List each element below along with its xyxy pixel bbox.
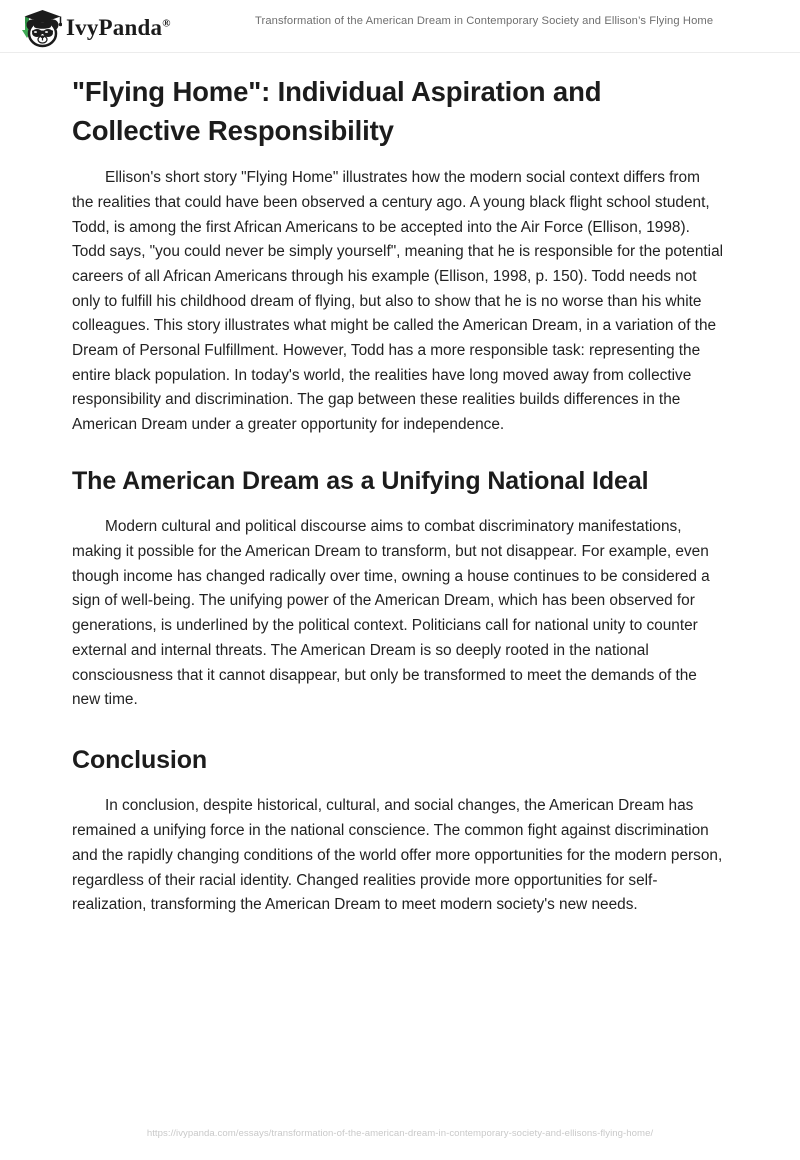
page-title: "Flying Home": Individual Aspiration and Collective Responsibility: [72, 76, 602, 147]
paragraph-intro: Ellison's short story "Flying Home" illustrates how the modern social context differs from the realities that could have been observed a century ago. A young black flight school student, Todd, is among the first African Americans to be accepted into the Air Force (Ellison, 1998). Todd says, "you could never be simply yourself", meaning that he is responsible for the potential careers of all African Americans through his example (Ellison, 1998, p. 150). Todd needs not only to fulfill his childhood dream of flying, but also to show that he is no worse than his white colleagues. This story illustrates what might be called the American Dream, in a variation of the Dream of Personal Fulfillment. However, Todd has a more responsible task: representing the entire black population. In today's world, the realities have long moved away from collective responsibility and discrimination. The gap between these realities builds differences in the American Dream under a greater opportunity for independence.: [72, 169, 724, 434]
section-heading-conclusion: Conclusion: [72, 745, 208, 774]
brand-wordmark: [66, 16, 171, 39]
paragraph-conclusion: In conclusion, despite historical, cultural, and social changes, the American Dream has remained a unifying force in the national conscience. The common fight against discrimination and the rapidly changing conditions of the world offer more opportunities for the modern person, regardless of their racial identity. Changed realities provide more opportunities for self-realization, transforming the American Dream to meet modern society's new needs.: [72, 797, 723, 914]
brand-name-text: IvyPanda: [66, 14, 163, 40]
panda-graduation-cap-icon: [14, 6, 62, 48]
section-heading-american-dream: The American Dream as a Unifying National Ideal: [72, 466, 649, 495]
page-footer: [0, 1120, 800, 1160]
running-title: Transformation of the American Dream in Contemporary Society and Ellison’s Flying Home: [255, 15, 714, 27]
paragraph-american-dream: Modern cultural and political discourse aims to combat discriminatory manifestations, making it possible for the American Dream to transform, but not disappear. For example, even though income has changed radically over time, owning a house continues to be considered a sign of well-being. The unifying power of the American Dream, which has been observed for generations, is underlined by the political context. Politicians call for national unity to counter external and internal threats. The American Dream is so deeply rooted in the national consciousness that it cannot disappear, but only be transformed to meet the demands of the new time.: [72, 518, 710, 709]
brand-logo[interactable]: [14, 6, 171, 48]
article-body: [72, 72, 724, 918]
registered-trademark-icon: ®: [162, 16, 171, 29]
page-header: [0, 0, 800, 53]
source-url-link[interactable]: https://ivypanda.com/essays/transformation-of-the-american-dream-in-contemporary-society-and-ellisons-flying-home/: [146, 1128, 654, 1139]
